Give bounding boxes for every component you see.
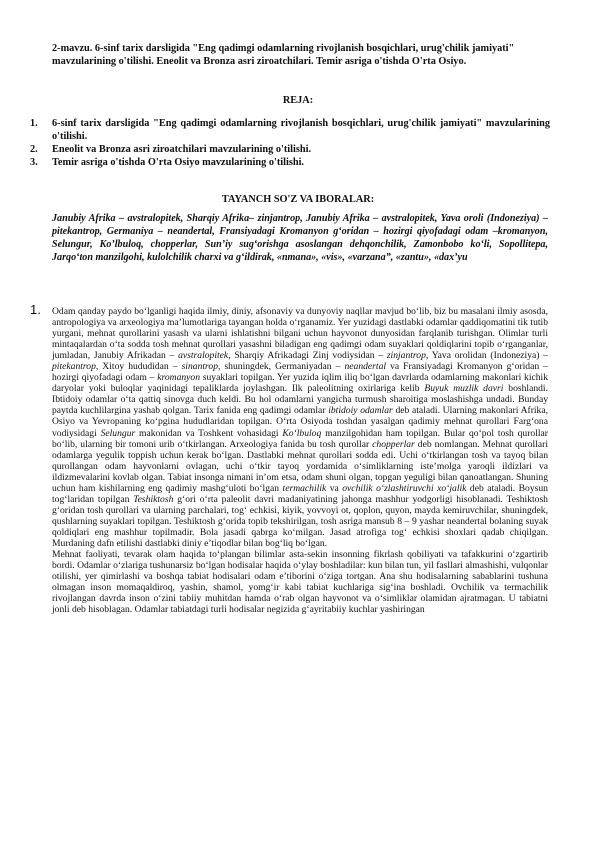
plan-item-text: Eneolit va Bronza asri ziroatchilari mavzularining o'tilishi.	[52, 144, 312, 155]
key-terms-title: TAYANCH SO'Z VA IBORALAR:	[221, 194, 375, 205]
topic-heading: 2-mavzu. 6-sinf tarix darsligida "Eng qadimgi odamlarning rivojlanish bosqichlari, urug'chilik jamiyati" mavzularining o'tilishi. Eneolit va Bronza asri ziroatchilari. Temir asriga o'tishda O'rta Osiyo.	[52, 43, 515, 67]
plan-item	[30, 156, 550, 169]
plan-item-number: 2.	[30, 144, 38, 155]
paragraph: Odam qanday paydo bo‘lganligi haqida ilmiy, diniy, afsonaviy va dunyoviy naqllar mavjud bo‘lib, biz bu masalani ilmiy asosda, antropologiya va arxeologiya ma’lumotlariga tayangan holda o‘rganamiz. Yer yuzidagi dastlabki odamlar qaddiqomatini tik tutib yurgani, mehnat qurollarini yasash va ularni ishlatishni bilgani uchun hayvonot dunyosidan farqlanib turishgan. Olimlar turli mintaqalardan o‘ta sodda tosh mehnat qurollari yasashni biladigan eng qadimgi odam suyaklari qoldiqlarini topib o‘rganganlar, jumladan, Janubiy Afrikadan – avstralopitek, Sharqiy Afrikadagi Zinj vodiysidan – zinjantrop, Yava orolidan (Indoneziya) – pitekantrop, Xitoy hududidan – sinantrop, shuningdek, Germaniyadan – neandertal va Fransiyadagi Kromanyon g‘oridan – hozirgi qiyofadagi odam – kromanyon suyaklari topilgan. Yer yuzida iqlim iliq bo‘lgan davrlarda odamlarning makonlari kichik daryolar yoki buloqlar yaqinidagi tepaliklarda joylashgan. Ilk paleolitning oxirlariga kelib Buyuk muzlik davri boshlandi. Ibtidoiy odamlar o‘ta qattiq sinovga duch keldi. Bu hol odamlarni yangicha turmush sharoitiga moslashishga undadi. Bunday paytda kuchlilargina yashab qolgan. Tarix fanida eng qadimgi odamlar ibtidoiy odamlar deb ataladi. Ularning makonlari Afrika, Osiyo va Yevropaning ko‘pgina hududlaridan topilgan. O‘rta Osiyoda toshdan yasalgan qadimiy mehnat qurollari Farg‘ona vodiysidagi Selungur makonidan va Toshkent vohasidagi Ko‘lbuloq manzilgohidan ham topilgan. Bular qo‘pol tosh qurollar bo‘lib, ularning bir tomoni urib o‘tkirlangan. Arxeologiya fanida bu tosh qurollar chopperlar deb nomlangan. Mehnat qurollari odamlarga yegulik toppish uchun kerak bo‘lgan. Dastlabki mehnat qurollari sodda edi. Uchi o‘tkirlangan tosh va tayoq bilan qurollangan odam hayvonlarni ovlagan, uchi o‘tkir tayoq yordamida o‘simliklarning iste’molga yaroqli ildizlari va ildizmevalarini kovlab olgan. Tabiat insonga nimani in’om etsa, odam shuni olgan, topgan yeguligi bilan qanoatlangan. Shuning uchun ham kishilarning eng qadimiy mashg‘uloti bo‘lgan termachilik va ovchilik o‘zlashtiruvchi xo‘jalik deb ataladi. Boysun tog‘laridan topilgan Teshiktosh g‘ori o‘rta paleolit davri madaniyatining jahonga mashhur yodgorligi hisoblanadi. Teshiktosh g‘oridan tosh qurollari va ularning parchalari, tog‘ echkisi, kiyik, yovvoyi ot, qoplon, quyon, mayda kemiruvchilar, shuningdek, qushlarning suyaklari topilgan. Teshiktosh g‘orida topib tekshirilgan, tosh asriga mansub 8 – 9 yashar neandertal bolaning suyak qoldiqlari eng mashhur topilmadir. Bola jasadi qabrga ko‘milgan. Jasad atrofiga tog‘ echkisi shoxlari qadab chiqilgan. Murdaning dafn etilishi dastlabki diniy e’tiqodlar bilan bog‘liq bo‘lgan.	[52, 306, 549, 549]
plan-item	[30, 117, 550, 143]
plan-item-number: 3.	[30, 157, 38, 168]
body-text	[52, 306, 548, 615]
plan-item-number: 1.	[30, 118, 38, 129]
plan-item-text: Temir asriga o'tishda O'rta Osiyo mavzularining o'tilishi.	[52, 157, 305, 168]
plan-title: REJA:	[282, 95, 314, 106]
plan-list	[30, 117, 550, 169]
paragraph: Mehnat faoliyati, tevarak olam haqida to‘plangan bilimlar asta-sekin insonning fikrlash qobiliyati va tafakkurini o‘zgartirib bordi. Odamlar o‘zlariga tushunarsiz bo‘lgan hodisalar haqida o‘ylay boshladilar: kun bilan tun, yil fasllari almashishi, vulqonlar otilishi, yer qimirlashi va boshqa tabiat hodisalari odam e’tiborini o‘ziga tortgan. Ana shu hodisalarning sabablarini tushuna olmagan inson momaqaldiroq, yashin, shamol, yomg‘ir kabi tabiat kuchlariga sig‘ina boshladi. Ovchilik va termachilik rivojlangan davrda inson o‘zini tabiiy muhitdan hamda o‘rab olgan hayvonot va o‘simliklar olamidan ajratmagan. U tabiatni jonli deb hisoblagan. Odamlar tabiatdagi turli hodisalar negizida g‘ayritabiiy kuchlar yashiringan	[52, 549, 548, 616]
plan-item-text: 6-sinf tarix darsligida "Eng qadimgi odamlarning rivojlanish bosqichlari, urug'chilik jamiyati" mavzularining o'tilishi.	[52, 118, 550, 142]
plan-item	[30, 143, 550, 156]
key-terms-text: Janubiy Afrika – avstralopitek, Sharqiy Afrika– zinjantrop, Janubiy Afrika – avstralopitek, Yava oroli (Indoneziya) – pitekantrop, Germaniya – neandertal, Fransiyadagi Kromanyon g‘oridan – hozirgi qiyofadagi odam –kromanyon, Selungur, Ko’lbuloq, chopperlar, Sun’iy sug‘orishga asoslangan dehqonchilik, Zamonbobo ko‘li, Sopollitepa, Jarqo‘ton manzilgohi, kulolchilik charxi va g‘ildirak, «nmana», «vis», «varzana”, «zantu», «dax’yu	[52, 213, 548, 263]
section-number: 1.	[30, 302, 41, 317]
